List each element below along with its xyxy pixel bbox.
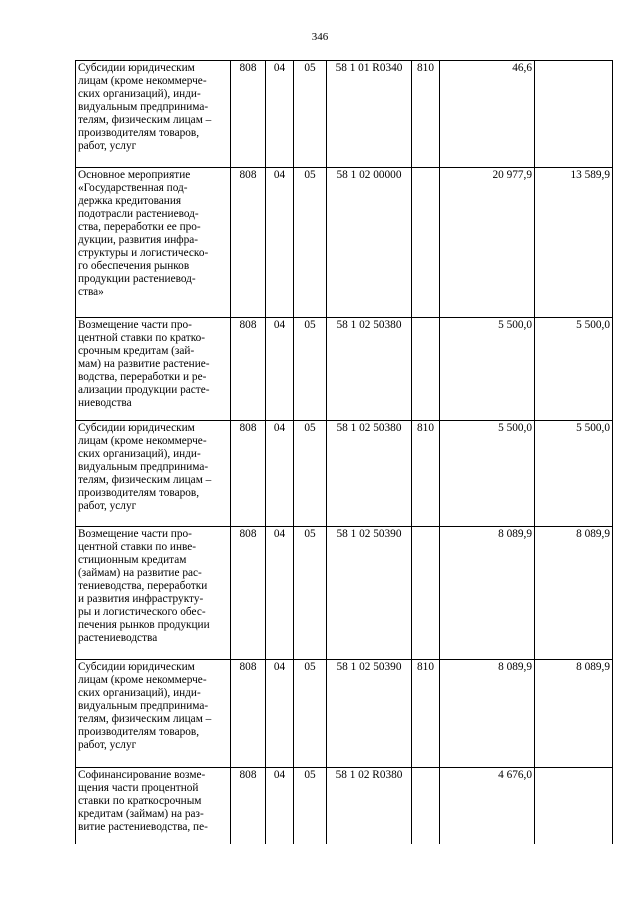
ministry-code-cell: 808 [231,421,266,527]
amount-year1-cell: 8 089,9 [440,527,535,660]
section-code-cell: 04 [266,421,294,527]
ministry-code-cell: 808 [231,168,266,318]
amount-year2-cell: 5 500,0 [535,421,613,527]
section-code-cell: 04 [266,318,294,421]
section-code-cell: 04 [266,527,294,660]
amount-year1-cell: 20 977,9 [440,168,535,318]
page-number: 346 [311,31,329,43]
amount-year1-cell: 5 500,0 [440,421,535,527]
expense-name-cell: Субсидии юридическим лицам (кроме некоммерче- ских организаций), инди- видуальным предпринима- телям, физическим лицам – производителям товаров, работ, услуг [76,660,231,768]
table-row [76,318,613,421]
amount-year2-cell: 8 089,9 [535,660,613,768]
subsection-code-cell: 05 [294,168,327,318]
ministry-code-cell: 808 [231,318,266,421]
subsection-code-cell: 05 [294,660,327,768]
expense-type-cell [412,527,440,660]
subsection-code-cell: 05 [294,61,327,168]
amount-year2-cell: 5 500,0 [535,318,613,421]
expense-name-cell: Софинансирование возме- щения части процентной ставки по краткосрочным кредитам (займам) на раз- витие растениеводства, пе- [76,768,231,844]
table-row [76,421,613,527]
amount-year2-cell: 13 589,9 [535,168,613,318]
expense-type-cell: 810 [412,421,440,527]
target-article-cell: 58 1 01 R0340 [327,61,412,168]
table-row [76,527,613,660]
expense-name-cell: Возмещение части про- центной ставки по кратко- срочным кредитам (зай- мам) на развитие растение- водства, переработки и ре- ализации продукции расте- ниеводства [76,318,231,421]
section-code-cell: 04 [266,768,294,844]
target-article-cell: 58 1 02 00000 [327,168,412,318]
table-row [76,660,613,768]
expense-type-cell [412,168,440,318]
subsection-code-cell: 05 [294,318,327,421]
expense-name-cell: Субсидии юридическим лицам (кроме некоммерче- ских организаций), инди- видуальным предпринима- телям, физическим лицам – производителям товаров, работ, услуг [76,421,231,527]
subsection-code-cell: 05 [294,527,327,660]
ministry-code-cell: 808 [231,527,266,660]
subsection-code-cell: 05 [294,421,327,527]
target-article-cell: 58 1 02 R0380 [327,768,412,844]
target-article-cell: 58 1 02 50380 [327,421,412,527]
amount-year1-cell: 4 676,0 [440,768,535,844]
amount-year2-cell: 8 089,9 [535,527,613,660]
amount-year1-cell: 46,6 [440,61,535,168]
expense-type-cell [412,318,440,421]
ministry-code-cell: 808 [231,768,266,844]
target-article-cell: 58 1 02 50390 [327,527,412,660]
amount-year1-cell: 8 089,9 [440,660,535,768]
amount-year2-cell [535,61,613,168]
ministry-code-cell: 808 [231,61,266,168]
section-code-cell: 04 [266,660,294,768]
table-row [76,768,613,844]
section-code-cell: 04 [266,61,294,168]
expense-name-cell: Основное мероприятие «Государственная под- держка кредитования подотрасли растениевод- ства, переработки ее про- дукции, развития инфра- структуры и логистическо- го обеспечения рынков продукции растениевод- ства» [76,168,231,318]
expense-name-cell: Субсидии юридическим лицам (кроме некоммерче- ских организаций), инди- видуальным предпринима- телям, физическим лицам – производителям товаров, работ, услуг [76,61,231,168]
target-article-cell: 58 1 02 50390 [327,660,412,768]
budget-table [75,60,613,844]
table-row [76,61,613,168]
expense-type-cell: 810 [412,61,440,168]
amount-year2-cell [535,768,613,844]
table-row [76,168,613,318]
expense-type-cell [412,768,440,844]
ministry-code-cell: 808 [231,660,266,768]
expense-name-cell: Возмещение части про- центной ставки по инве- стиционным кредитам (займам) на развитие рас- тениеводства, переработки и развития инфраструкту- ры и логистического обес- печения рынков продукции растениеводства [76,527,231,660]
subsection-code-cell: 05 [294,768,327,844]
target-article-cell: 58 1 02 50380 [327,318,412,421]
section-code-cell: 04 [266,168,294,318]
amount-year1-cell: 5 500,0 [440,318,535,421]
expense-type-cell: 810 [412,660,440,768]
